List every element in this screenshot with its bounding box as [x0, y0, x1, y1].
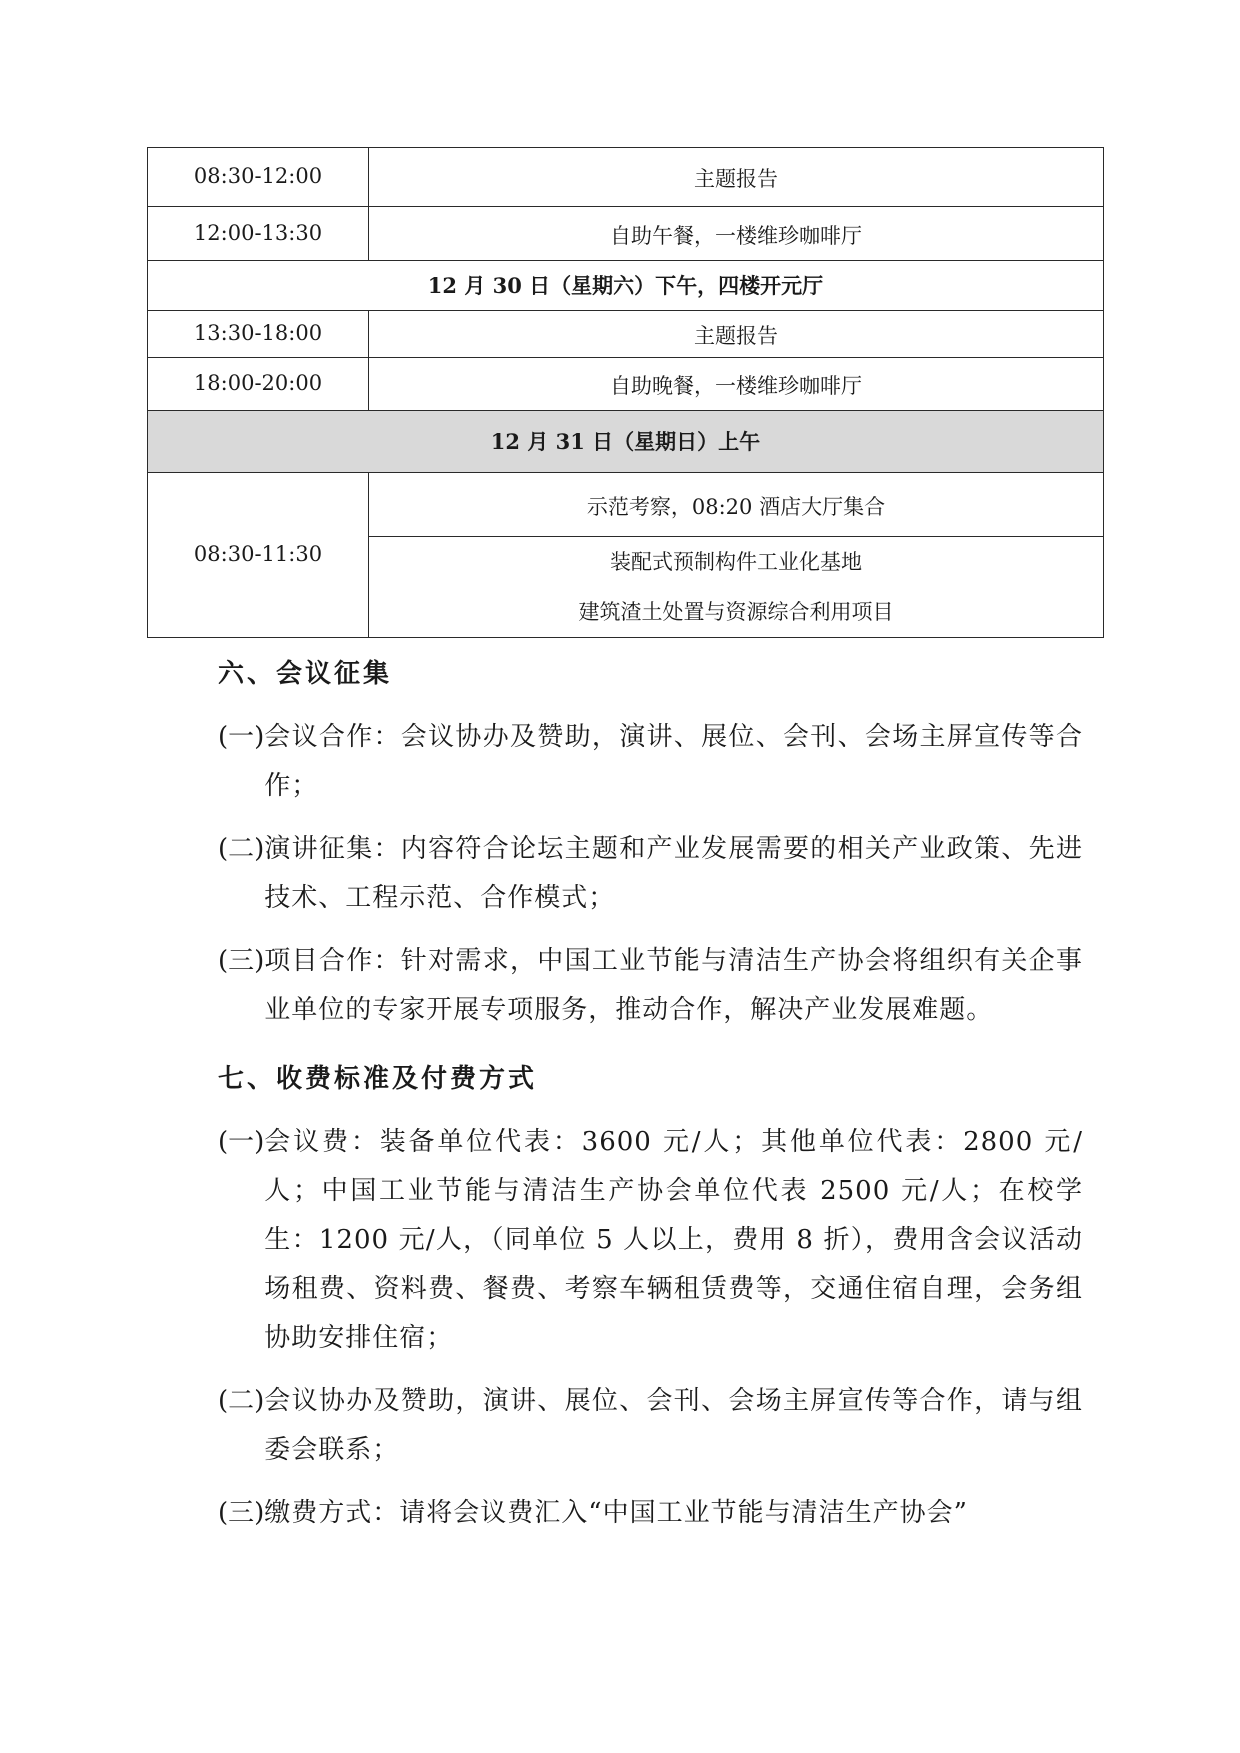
activity-cell: 主题报告	[369, 148, 1104, 207]
item-text: 会议费：装备单位代表：3600 元/人；其他单位代表：2800 元/人；中国工业节能与清洁生产协会单位代表 2500 元/人；在校学生：1200 元/人，（同单位 5 人以上，费用 8 折），费用含会议活动场租费、资料费、餐费、考察车辆租赁费等，交通住宿自理，会务组协助安排住宿；	[264, 1127, 1083, 1353]
activity-cell: 自助午餐，一楼维珍咖啡厅	[369, 207, 1104, 261]
item-number: (一)	[218, 722, 265, 752]
item-text: 演讲征集：内容符合论坛主题和产业发展需要的相关产业政策、先进技术、工程示范、合作模式；	[264, 834, 1083, 913]
time-cell: 12:00-13:30	[148, 207, 369, 261]
section-title: 六、会议征集	[218, 659, 393, 689]
list-item	[218, 937, 1083, 1035]
table-row	[148, 473, 1104, 537]
table-row	[148, 358, 1104, 411]
list-item	[218, 713, 1083, 811]
activity-cell: 示范考察，08:20 酒店大厅集合	[369, 473, 1104, 537]
activity-cell: 自助晚餐，一楼维珍咖啡厅	[369, 358, 1104, 411]
table-row	[148, 207, 1104, 261]
item-number: (二)	[218, 1386, 265, 1416]
activity-cell	[369, 537, 1104, 638]
visit-site: 装配式预制构件工业化基地	[610, 550, 862, 574]
schedule-table	[147, 147, 1104, 638]
item-number: (一)	[218, 1127, 265, 1157]
item-text: 会议协办及赞助，演讲、展位、会刊、会场主屏宣传等合作，请与组委会联系；	[264, 1386, 1083, 1465]
item-number: (三)	[218, 946, 265, 976]
item-number: (三)	[218, 1498, 265, 1528]
activity-cell: 主题报告	[369, 311, 1104, 358]
list-item	[218, 825, 1083, 923]
section-title: 七、收费标准及付费方式	[218, 1064, 538, 1094]
table-row	[148, 311, 1104, 358]
day-header: 12 月 30 日（星期六）下午，四楼开元厅	[148, 261, 1104, 311]
time-cell: 13:30-18:00	[148, 311, 369, 358]
time-cell: 18:00-20:00	[148, 358, 369, 411]
time-cell: 08:30-12:00	[148, 148, 369, 207]
day-header: 12 月 31 日（星期日）上午	[148, 411, 1104, 473]
item-text: 项目合作：针对需求，中国工业节能与清洁生产协会将组织有关企事业单位的专家开展专项服务，推动合作，解决产业发展难题。	[264, 946, 1083, 1025]
visit-site: 建筑渣土处置与资源综合利用项目	[578, 600, 894, 624]
day-header-row	[148, 261, 1104, 311]
list-item	[218, 1489, 1083, 1538]
time-cell: 08:30-11:30	[148, 473, 369, 638]
list-item	[218, 1118, 1083, 1363]
item-text: 会议合作：会议协办及赞助，演讲、展位、会刊、会场主屏宣传等合作；	[264, 722, 1083, 801]
table-row	[148, 148, 1104, 207]
body-text	[218, 650, 1083, 1538]
item-text: 缴费方式：请将会议费汇入“中国工业节能与清洁生产协会”	[264, 1498, 968, 1528]
item-number: (二)	[218, 834, 265, 864]
day-header-row	[148, 411, 1104, 473]
list-item	[218, 1377, 1083, 1475]
